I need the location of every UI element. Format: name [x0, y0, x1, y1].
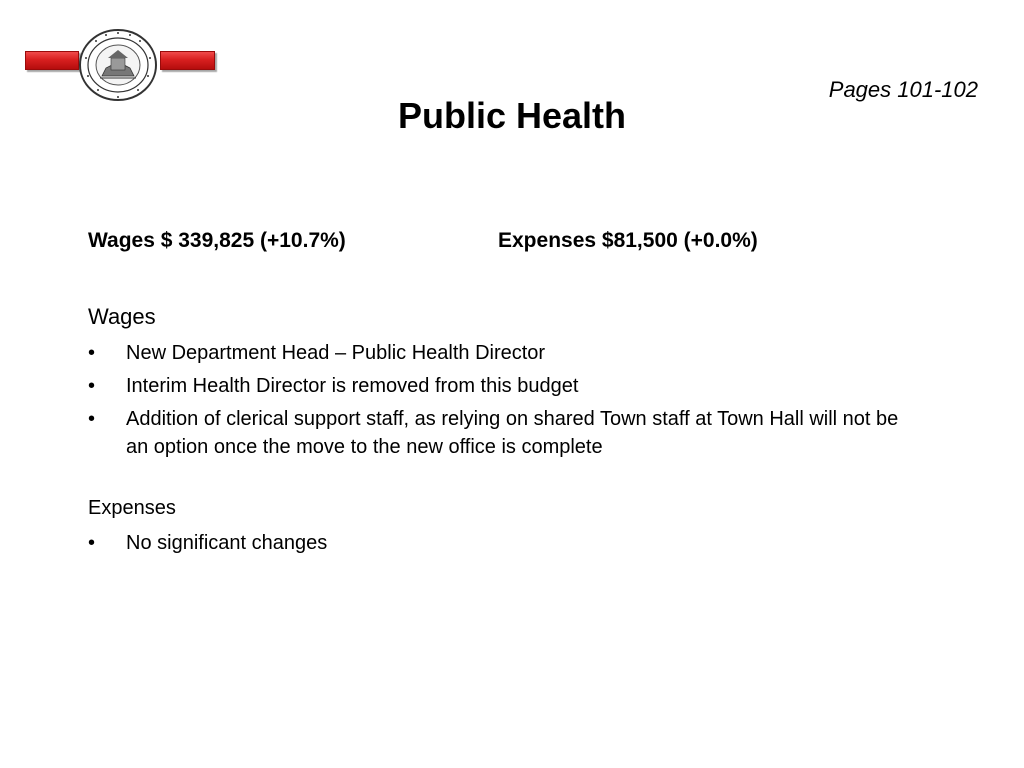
- wages-heading: Wages: [88, 304, 156, 329]
- wages-bullet-list: [88, 339, 918, 466]
- expenses-summary: Expenses $81,500 (+0.0%): [498, 229, 758, 252]
- bullet-text: Addition of clerical support staff, as relying on shared Town staff at Town Hall will not be an option once the move to the new office is complete: [126, 408, 899, 458]
- expenses-heading: Expenses: [88, 497, 176, 519]
- bullet-icon: •: [88, 342, 96, 364]
- page-reference: Pages 101-102: [828, 77, 978, 102]
- list-item: [88, 529, 918, 557]
- bullet-text: Interim Health Director is removed from this budget: [126, 375, 579, 397]
- header-red-bar-right: [160, 51, 215, 70]
- bullet-icon: •: [88, 375, 96, 397]
- bullet-icon: •: [88, 532, 96, 554]
- page-title: Public Health: [397, 95, 627, 136]
- list-item: [88, 372, 918, 400]
- list-item: [88, 339, 918, 367]
- expenses-bullet-list: [88, 529, 918, 562]
- list-item: [88, 405, 918, 461]
- wages-summary: Wages $ 339,825 (+10.7%): [88, 229, 346, 252]
- bullet-icon: •: [88, 408, 96, 430]
- town-seal-logo: [78, 28, 158, 102]
- bullet-text: New Department Head – Public Health Director: [126, 342, 546, 364]
- bullet-text: No significant changes: [126, 532, 328, 554]
- header-red-bar-left: [25, 51, 79, 70]
